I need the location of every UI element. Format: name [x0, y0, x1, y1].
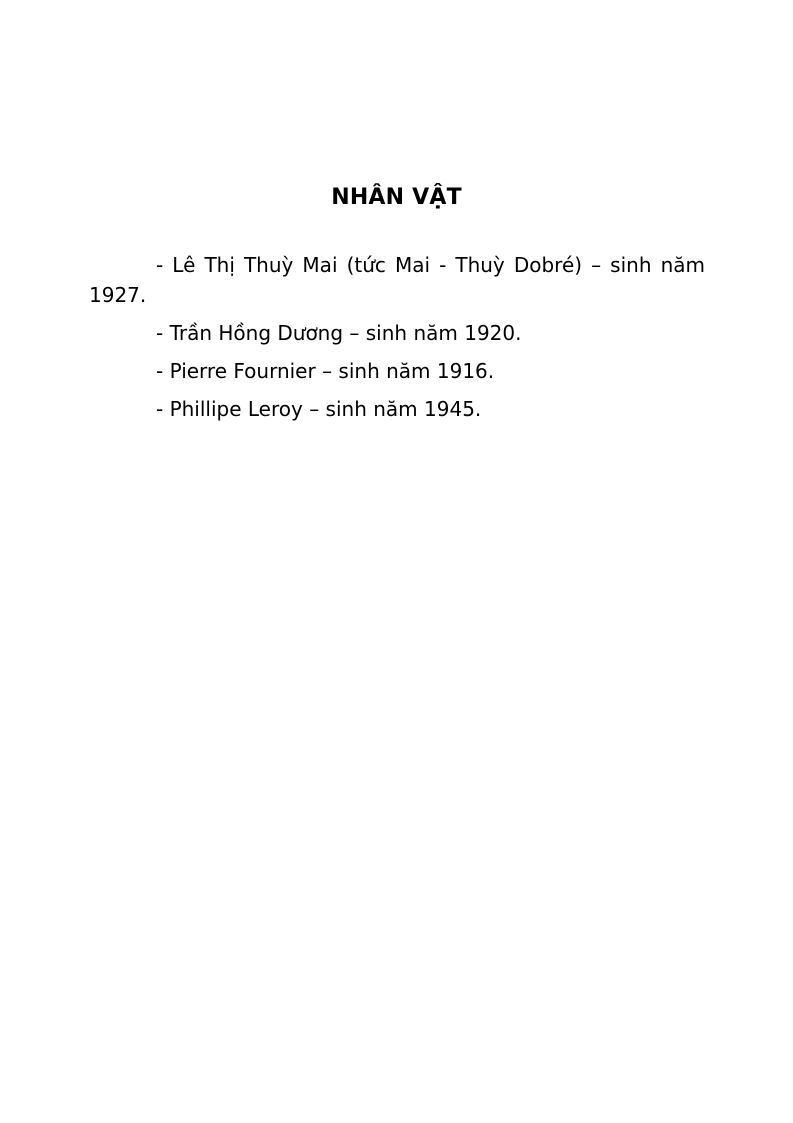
character-list — [89, 250, 705, 432]
page-title: NHÂN VẬT — [331, 185, 462, 210]
character-entry-2: - Trần Hồng Dương – sinh năm 1920. — [156, 321, 522, 345]
character-entry-4: - Phillipe Leroy – sinh năm 1945. — [156, 397, 482, 421]
character-entry-1: - Lê Thị Thuỳ Mai (tức Mai - Thuỳ Dobré) – sinh năm 1927. — [89, 253, 705, 307]
character-entry-3: - Pierre Fournier – sinh năm 1916. — [156, 359, 495, 383]
